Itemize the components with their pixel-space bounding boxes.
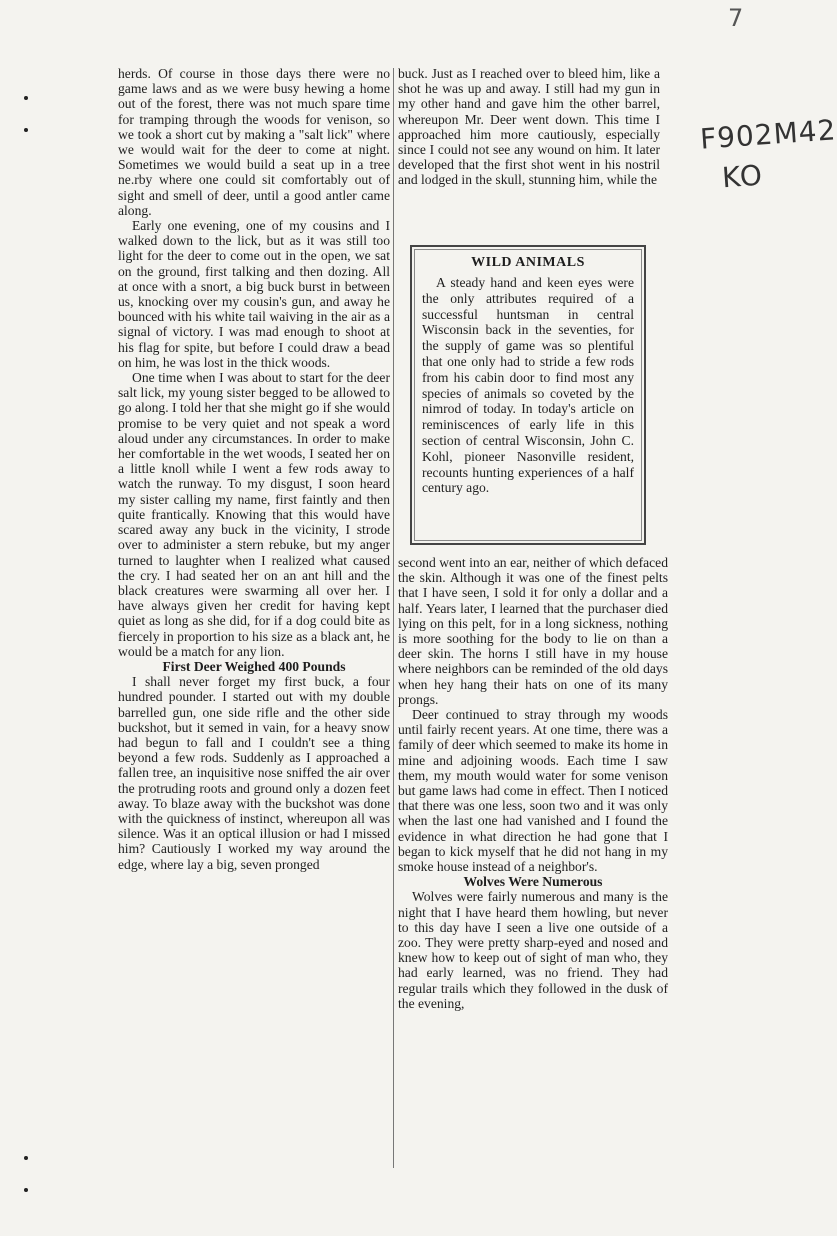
article-paragraph: Wolves were fairly numerous and many is the night that I have heard them howling, but never to this day have I seen a live one outside of a zoo. They were pretty sharp-eyed and nosed and knew how to keep out of sight of man who, they had early learned, was no friend. They had regular trails which they followed in the dusk of the evening, xyxy=(398,889,668,1011)
subheading-wolves: Wolves Were Numerous xyxy=(463,874,603,890)
column-divider xyxy=(393,68,394,1168)
sidebar-title: WILD ANIMALS xyxy=(471,255,585,270)
handwritten-code: F902M42 xyxy=(699,113,837,156)
article-paragraph: buck. Just as I reached over to bleed him, like a shot he was up and away. I still had my gun in my other hand and gave him the other barrel, whereupon Mr. Deer went down. This time I approached him more cautiously, especially since I could not see any wound on him. It later developed that the first shot went in his nostril and lodged in the skull, stunning him, while the xyxy=(398,66,660,188)
subheading-first-deer: First Deer Weighed 400 Pounds xyxy=(162,658,346,674)
right-column-bottom xyxy=(398,555,668,1011)
article-paragraph: One time when I was about to start for the deer salt lick, my young sister begged to be allowed to go along. I told her that she might go if she would promise to be very quiet and not speak a word aloud under any circumstances. In order to make her comfortable in the wet woods, I seated her on a little knoll while I went a few rods away to watch the runway. To my disgust, I soon heard my sister calling my name, first faintly and then quite frantically. Knowing that this would have scared away any buck in the vicinity, I strode over to administer a stern rebuke, but my anger turned to laughter when I realized what caused the cry. I had seated her on an ant hill and the black creatures were swarming all over her. I have always given her credit for having kept quiet as long as she did, for if a dog could bite as fiercely in proportion to his size as a black ant, he would be a match for any lion. xyxy=(118,370,390,659)
left-column xyxy=(118,66,390,872)
wild-animals-sidebar xyxy=(410,245,646,545)
article-paragraph: Early one evening, one of my cousins and I walked down to the lick, but as it was still too light for the deer to come out in the open, we sat on the ground, first talking and then dozing. All at once with a snort, a big buck burst in between us, knocking over my cousin's gun, and away he bounced with his white tail waiving in the air as a signal of victory. I was mad enough to shoot at his flag for spite, but before I could draw a bead on him, he was lost in the thick woods. xyxy=(118,218,390,370)
sidebar-body: A steady hand and keen eyes were the only attributes required of a successful huntsman in central Wisconsin back in the seventies, for the supply of game was so plentiful that one only had to stride a few rods from his cabin door to find most any species of animals so coveted by the nimrod of today. In today's article on reminiscences of early life in this section of central Wisconsin, John C. Kohl, pioneer Nasonville resident, recounts hunting experiences of a half century ago. xyxy=(422,275,634,496)
binder-hole-dot xyxy=(24,128,28,132)
page-number: 7 xyxy=(728,4,744,32)
article-paragraph: second went into an ear, neither of which defaced the skin. Although it was one of the finest pelts that I have seen, I sold it for only a dollar and a half. Years later, I learned that the purchaser died lying on this pelt, for in a long sickness, nothing is more soothing for the body to lie on than a deer skin. The horns I still have in my house where neighbors can be reminded of the old days when hey hang their hats on one of its many prongs. xyxy=(398,555,668,707)
right-column-top xyxy=(398,66,660,188)
binder-hole-dot xyxy=(24,1156,28,1160)
article-paragraph: I shall never forget my first buck, a four hundred pounder. I started out with my double barrelled gun, one side rifle and the other side buckshot, but it semed in vain, for a heavy snow had begun to fall and I couldn't see a thing beyond a few rods. Suddenly as I approached a fallen tree, an inquisitive nose sniffed the air over the protruding roots and ground only a dozen feet away. To blaze away with the buckshot was done with the quickness of instinct, whereupon all was silence. Was it an optical illusion or had I missed him? Cautiously I worked my way around the edge, where lay a big, seven pronged xyxy=(118,674,390,872)
binder-hole-dot xyxy=(24,1188,28,1192)
handwritten-initials: KO xyxy=(720,158,764,195)
article-paragraph: Deer continued to stray through my woods until fairly recent years. At one time, there was a family of deer which seemed to make its home in mine and adjoining woods. Each time I saw them, my mouth would water for some venison but game laws had come in effect. Then I noticed that there was one less, soon two and it was only when the last one had vanished and I found the evidence in what direction he had gone that I began to kick myself that he did not hang in my smoke house instead of a neighbor's. xyxy=(398,707,668,875)
binder-hole-dot xyxy=(24,96,28,100)
article-paragraph: herds. Of course in those days there were no game laws and as we were busy hewing a home out of the forest, there was not much spare time for tramping through the woods for venison, so we took a short cut by making a "salt lick" where we would wait for the deer to come at night. Sometimes we would build a seat up in a tree ne.rby where one could sit comfortably out of sight and smell of deer, until a good antler came along. xyxy=(118,66,390,218)
